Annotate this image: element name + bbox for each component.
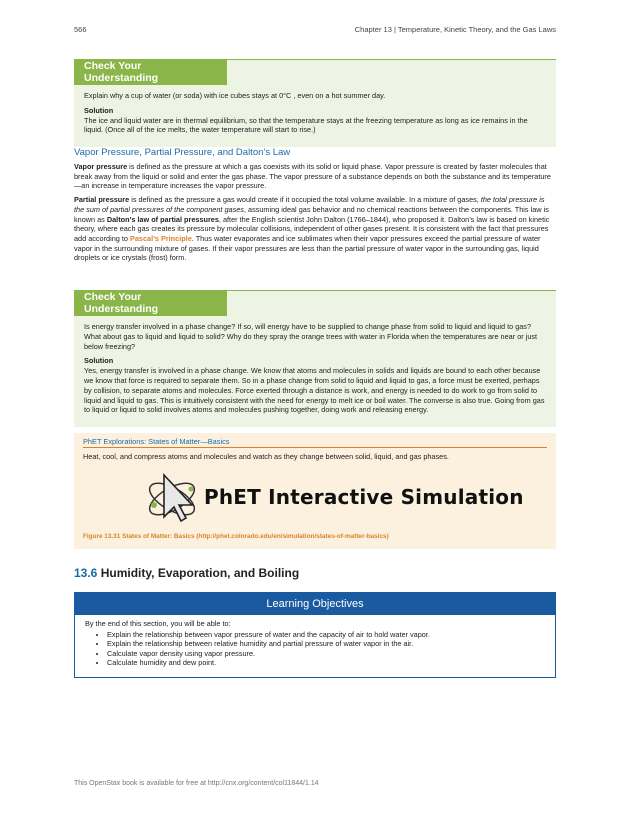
section-body: [74, 162, 556, 267]
page-header: [74, 25, 556, 37]
question-text: Explain why a cup of water (or soda) with ice cubes stays at 0°C , even on a hot summer day.: [84, 91, 386, 100]
box-top-rule: [74, 290, 556, 291]
figure-caption: Figure 13.31 States of Matter: Basics (http://phet.colorado.edu/en/simulation/states-of-matter-basics): [83, 533, 389, 540]
check-understanding-title: Check Your Understanding: [74, 290, 227, 316]
paragraph-vapor-pressure: Vapor pressure is defined as the pressure at which a gas coexists with its solid or liquid phase. Vapor pressure is created by faster molecules that break away from the liquid or solid and enter the gas phase. The vapor pressure of a substance depends on both the substance and its temperature—an increase in temperature increases the vapor pressure.: [74, 162, 551, 191]
learning-objectives-heading: Learning Objectives: [75, 593, 555, 615]
box-top-rule: [74, 59, 556, 60]
italic-statement: the total pressure is the sum of partial pressures of the component gases: [74, 195, 545, 214]
section-number: 13.6: [74, 566, 98, 580]
phet-rule: [83, 447, 547, 448]
solution-text: Yes, energy transfer is involved in a phase change. We know that atoms and molecules in solids and liquids are bound to each other because we know that force is required to separate them. So in a phase change from solid to liquid and liquid to gas, a force must be exerted, perhaps by collision, to separate atoms and molecules. Force exerted through a distance is work, and energy is needed to do work to go from solid to liquid and liquid to gas. This is intuitively consistent with the need for energy to melt ice or boil water. The converse is also true. Going from gas to liquid or liquid to solid involves atoms and molecules pushing together, doing work and releasing energy.: [84, 366, 545, 415]
objective-item: • Calculate humidity and dew point.: [107, 658, 555, 667]
objectives-intro: By the end of this section, you will be able to:: [85, 619, 231, 628]
check-understanding-box-1: [74, 59, 556, 147]
objective-item: • Explain the relationship between relative humidity and partial pressure of water vapor in the air.: [107, 639, 555, 648]
section-2-heading: [74, 566, 299, 580]
phet-description: Heat, cool, and compress atoms and molecules and watch as they change between solid, liquid, and gas phases.: [83, 452, 449, 461]
learning-objectives-box: [74, 592, 556, 678]
page-number: 566: [74, 25, 87, 34]
paragraph-partial-pressure: Partial pressure is defined as the pressure a gas would create if it occupied the total volume available. In a mixture of gases, the total pressure is the sum of partial pressures of the component gases, assuming ideal gas behavior and no chemical reactions between the components. This law is known as Dalton’s law of partial pressures, after the English scientist John Dalton (1766–1844), who proposed it. Dalton’s law is based on kinetic theory, where each gas creates its pressure by molecular collisions, independent of other gases present. It is consistent with the fact that pressures add according to Pascal’s Principle. Thus water evaporates and ice sublimates when their vapor pressures exceed the partial pressure of water vapor in the surrounding mixture of gases. If their vapor pressures are less than the partial pressure of water vapor in the surrounding gas, liquid droplets or ice crystals (frost) form.: [74, 195, 550, 263]
objective-item: • Explain the relationship between vapor pressure of water and the capacity of air to hold water vapor.: [107, 630, 555, 639]
page-footer: This OpenStax book is available for free at http://cnx.org/content/col11844/1.14: [74, 780, 319, 787]
phet-cursor-icon[interactable]: [144, 469, 204, 527]
section-title: Humidity, Evaporation, and Boiling: [100, 566, 300, 580]
phet-title: PhET Explorations: States of Matter—Basics: [83, 437, 230, 446]
check-understanding-title: Check Your Understanding: [74, 59, 227, 85]
phet-explorations-box: [74, 433, 556, 549]
term-vapor-pressure: Vapor pressure: [74, 162, 128, 171]
solution-label: Solution: [84, 356, 114, 366]
solution-text: The ice and liquid water are in thermal equilibrium, so that the temperature stays at the freezing temperature as long as ice remains in the liquid. (Once all of the ice melts, the water temperature will start to rise.): [84, 115, 528, 135]
phet-logo-text[interactable]: PhET Interactive Simulation: [204, 485, 524, 509]
objectives-list: [75, 630, 555, 668]
section-heading: Vapor Pressure, Partial Pressure, and Dalton’s Law: [74, 147, 291, 158]
term-daltons-law: Dalton’s law of partial pressures: [106, 214, 219, 224]
term-partial-pressure: Partial pressure: [74, 195, 130, 205]
solution-label: Solution: [84, 105, 114, 115]
pascals-principle-link[interactable]: Pascal’s Principle: [129, 233, 192, 243]
chapter-title: Chapter 13 | Temperature, Kinetic Theory, and the Gas Laws: [354, 25, 556, 34]
question-text: Is energy transfer involved in a phase change? If so, will energy have to be supplied to change phase from solid to liquid and liquid to gas? What about gas to liquid and liquid to solid? Why do they spray the orange trees with water in Florida when the temperatures are near or just below freezing?: [84, 322, 538, 351]
objective-item: • Calculate vapor density using vapor pressure.: [107, 649, 555, 658]
check-understanding-box-2: [74, 290, 556, 427]
